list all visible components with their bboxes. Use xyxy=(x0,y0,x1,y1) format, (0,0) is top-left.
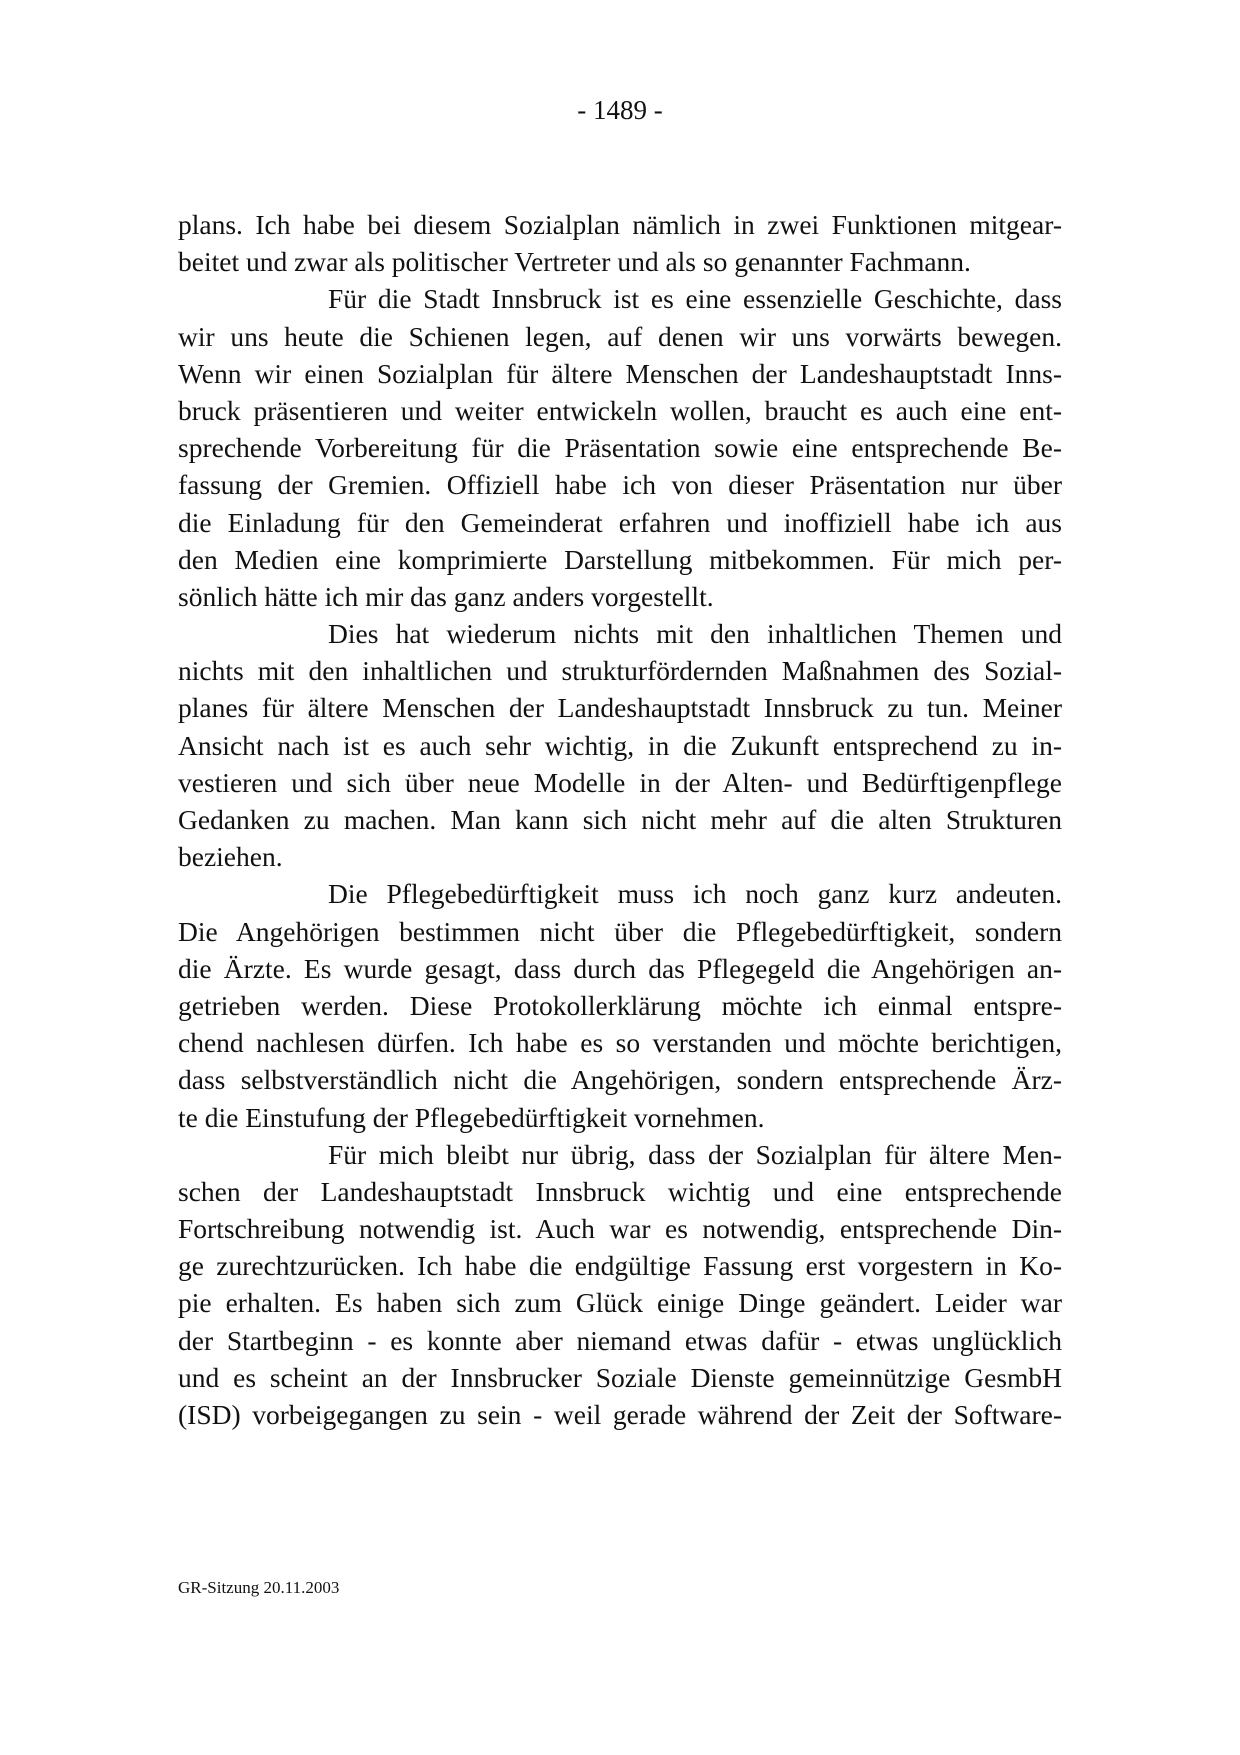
text-line: und es scheint an der Innsbrucker Soziale Dienste gemeinnützige GesmbH xyxy=(178,1361,1062,1393)
text-line: getrieben werden. Diese Protokollerklärung möchte ich einmal entspre- xyxy=(178,989,1062,1021)
text-line: bruck präsentieren und weiter entwickeln wollen, braucht es auch eine ent- xyxy=(178,394,1062,426)
text-line: (ISD) vorbeigegangen zu sein - weil gerade während der Zeit der Software- xyxy=(178,1399,1062,1430)
text-line: te die Einstufung der Pflegebedürftigkeit vornehmen. xyxy=(178,1101,765,1133)
page-number: - 1489 - xyxy=(577,95,663,125)
paragraph-first-line: Für mich bleibt nur übrig, dass der Sozialplan für ältere Men- xyxy=(328,1138,1062,1170)
text-line: schen der Landeshauptstadt Innsbruck wichtig und eine entsprechende xyxy=(178,1175,1062,1207)
text-line: chend nachlesen dürfen. Ich habe es so verstanden und möchte berichtigen, xyxy=(178,1027,1062,1059)
text-line: fassung der Gremien. Offiziell habe ich von dieser Präsentation nur über xyxy=(178,469,1062,501)
footer-session-label: GR-Sitzung 20.11.2003 xyxy=(178,1578,340,1597)
text-line: sönlich hätte ich mir das ganz anders vorgestellt. xyxy=(178,580,714,612)
text-line: der Startbeginn - es konnte aber niemand etwas dafür - etwas unglücklich xyxy=(178,1324,1062,1356)
text-line: nichts mit den inhaltlichen und strukturfördernden Maßnahmen des Sozial- xyxy=(178,655,1062,687)
paragraph-first-line: Für die Stadt Innsbruck ist es eine essenzielle Geschichte, dass xyxy=(328,283,1062,315)
text-line: Ansicht nach ist es auch sehr wichtig, in die Zukunft entsprechend zu in- xyxy=(178,729,1062,761)
paragraph-first-line: Dies hat wiederum nichts mit den inhaltlichen Themen und xyxy=(328,618,1062,650)
text-line: Wenn wir einen Sozialplan für ältere Menschen der Landeshauptstadt Inns- xyxy=(178,357,1062,389)
text-line: die Ärzte. Es wurde gesagt, dass durch das Pflegegeld die Angehörigen an- xyxy=(178,952,1062,984)
text-line: plans. Ich habe bei diesem Sozialplan nämlich in zwei Funktionen mitgear- xyxy=(178,209,1062,240)
text-line: Fortschreibung notwendig ist. Auch war es notwendig, entsprechende Din- xyxy=(178,1213,1062,1245)
text-line: pie erhalten. Es haben sich zum Glück einige Dinge geändert. Leider war xyxy=(178,1287,1062,1319)
paragraph-first-line: Die Pflegebedürftigkeit muss ich noch ganz kurz andeuten. xyxy=(328,878,1062,910)
text-line: wir uns heute die Schienen legen, auf denen wir uns vorwärts bewegen. xyxy=(178,320,1062,352)
text-line: Gedanken zu machen. Man kann sich nicht mehr auf die alten Strukturen xyxy=(178,804,1062,835)
text-line: planes für ältere Menschen der Landeshauptstadt Innsbruck zu tun. Meiner xyxy=(178,692,1062,724)
text-line: dass selbstverständlich nicht die Angehörigen, sondern entsprechende Ärz- xyxy=(178,1064,1062,1096)
text-line: beziehen. xyxy=(178,841,283,873)
text-line: vestieren und sich über neue Modelle in der Alten- und Bedürftigenpflege xyxy=(178,766,1062,798)
text-line: Die Angehörigen bestimmen nicht über die Pflegebedürftigkeit, sondern xyxy=(178,915,1062,947)
text-line: den Medien eine komprimierte Darstellung mitbekommen. Für mich per- xyxy=(178,543,1062,575)
text-line: beitet und zwar als politischer Vertreter und als so genannter Fachmann. xyxy=(178,246,971,278)
text-line: die Einladung für den Gemeinderat erfahren und inoffiziell habe ich aus xyxy=(178,506,1062,538)
body-text xyxy=(178,206,1062,1433)
text-line: sprechende Vorbereitung für die Präsentation sowie eine entsprechende Be- xyxy=(178,432,1062,464)
text-line: ge zurechtzurücken. Ich habe die endgültige Fassung erst vorgestern in Ko- xyxy=(178,1250,1062,1282)
